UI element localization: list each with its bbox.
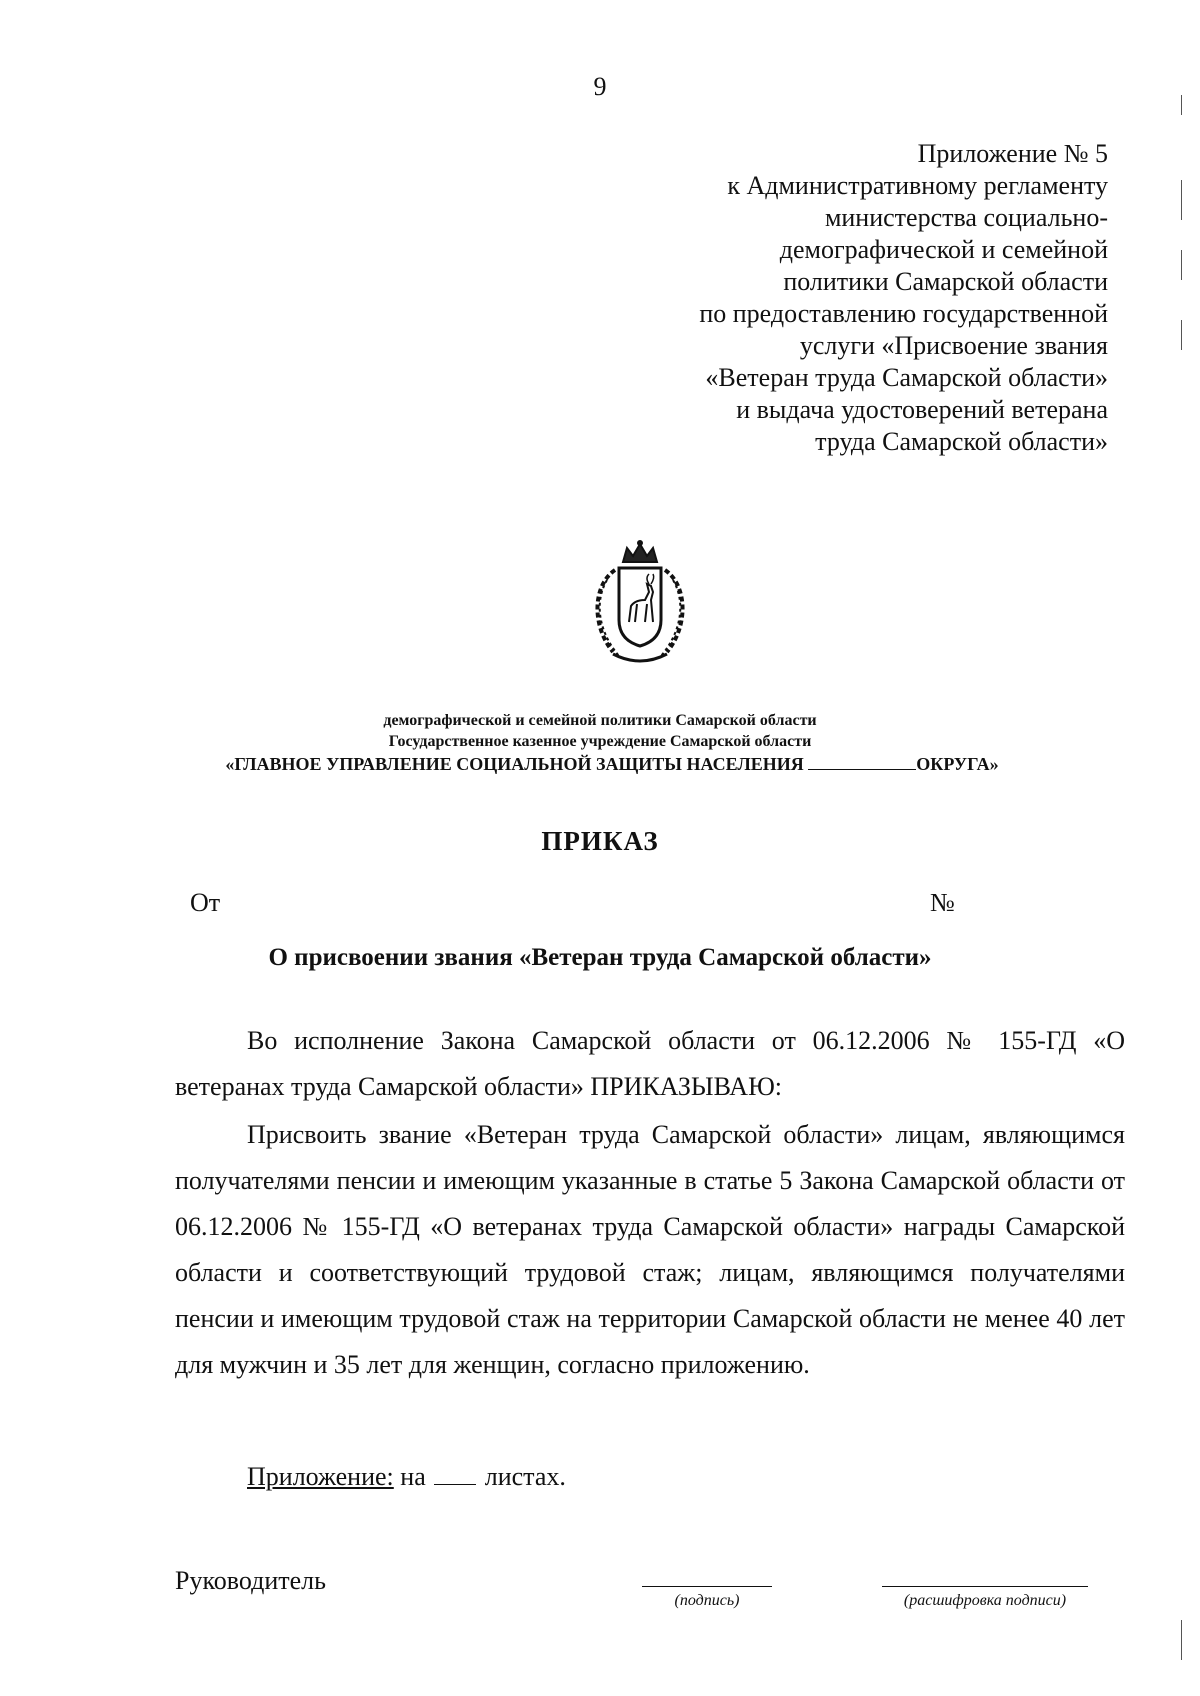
appendix-line: по предоставлению государственной — [699, 299, 1108, 328]
sheet-count-blank-field — [434, 1466, 476, 1485]
appendix-line: услуги «Присвоение звания — [799, 331, 1108, 360]
scan-edge-mark — [1181, 180, 1182, 220]
organization-department-suffix: ОКРУГА» — [916, 754, 999, 774]
scan-edge-mark — [1181, 320, 1182, 350]
appendix-line: и выдача удостоверений ветерана — [736, 395, 1108, 424]
appendix-header — [548, 138, 1108, 458]
page-number: 9 — [593, 72, 607, 101]
organization-institution-line: Государственное казенное учреждение Самарской области — [388, 733, 812, 750]
appendix-reference-on: на — [400, 1462, 426, 1491]
scan-edge-mark — [1181, 250, 1182, 280]
appendix-line: демографической и семейной — [779, 235, 1108, 264]
order-title: ПРИКАЗ — [541, 826, 659, 856]
appendix-line: Приложение № 5 — [917, 139, 1108, 168]
organization-department-line — [12, 754, 1200, 775]
appendix-line: труда Самарской области» — [815, 427, 1108, 456]
appendix-line: политики Самарской области — [783, 267, 1108, 296]
scan-edge-mark — [1181, 1620, 1182, 1660]
order-paragraph-1: Во исполнение Закона Самарской области от 06.12.2006 № 155-ГД «О ветеранах труда Самарской области» ПРИКАЗЫВАЮ: — [175, 1026, 1125, 1101]
signature-decode-line — [882, 1586, 1088, 1587]
appendix-reference-label: Приложение: — [247, 1462, 394, 1491]
coat-of-arms-emblem — [575, 540, 705, 670]
signature-caption: (подпись) — [674, 1592, 740, 1609]
appendix-line: «Ветеран труда Самарской области» — [705, 363, 1108, 392]
order-date-label: От — [190, 888, 221, 917]
appendix-line: к Административному регламенту — [727, 171, 1108, 200]
organization-ministry-line: демографической и семейной политики Самарской области — [383, 712, 817, 729]
order-number-label: № — [930, 888, 955, 917]
district-blank-field — [808, 755, 916, 770]
appendix-line: министерства социально- — [824, 203, 1108, 232]
signature-decode-caption: (расшифровка подписи) — [903, 1592, 1067, 1609]
appendix-reference — [247, 1462, 566, 1492]
order-paragraph-2: Присвоить звание «Ветеран труда Самарской области» лицам, являющимся получателями пенсии и имеющим указанные в статье 5 Закона Самарской области от 06.12.2006 № 155-ГД «О ветеранах труда Самарской области» награды Самарской области и соответствующий трудовой стаж; лицам, являющимся получателями пенсии и имеющим трудовой стаж на территории Самарской области не менее 40 лет для мужчин и 35 лет для женщин, согласно приложению. — [175, 1120, 1125, 1379]
appendix-reference-sheets: листах. — [484, 1462, 566, 1491]
signature-line — [642, 1586, 772, 1587]
order-subject: О присвоении звания «Ветеран труда Самарской области» — [268, 944, 932, 971]
scan-edge-mark — [1181, 95, 1182, 115]
organization-department-prefix: «ГЛАВНОЕ УПРАВЛЕНИЕ СОЦИАЛЬНОЙ ЗАЩИТЫ НАСЕЛЕНИЯ — [225, 754, 804, 774]
head-label: Руководитель — [175, 1566, 326, 1595]
